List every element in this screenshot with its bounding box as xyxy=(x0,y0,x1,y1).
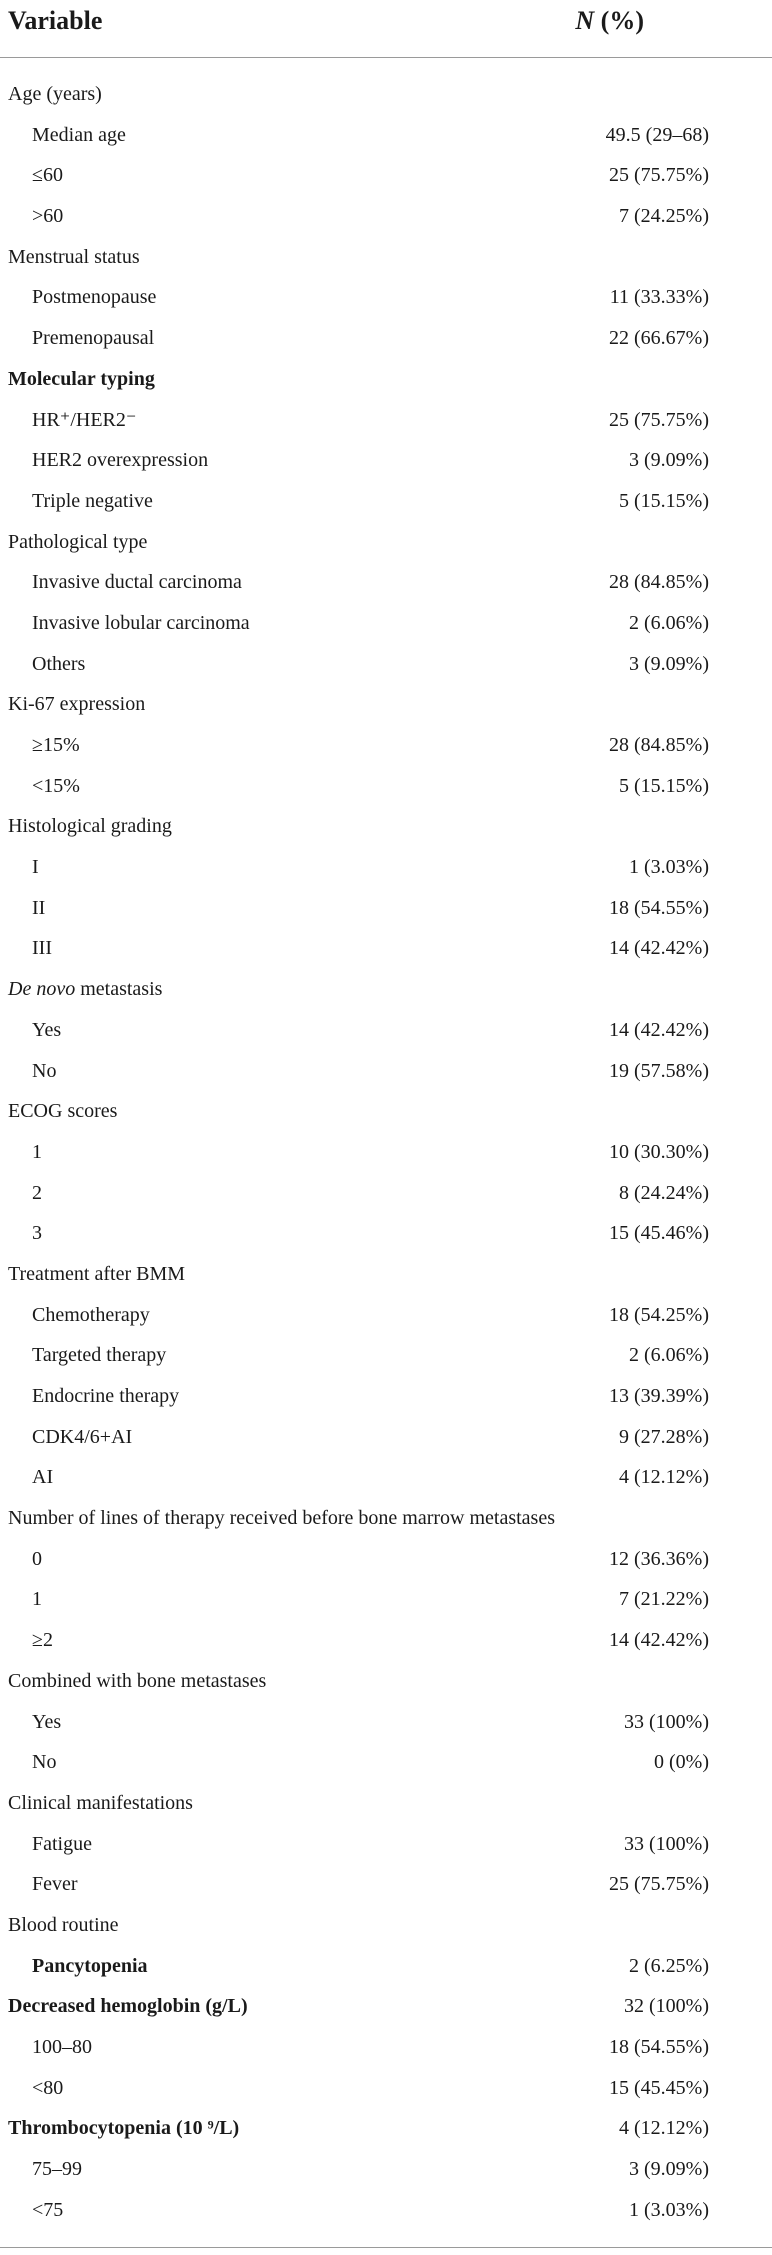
row-label: No xyxy=(32,1751,57,1774)
row-value: 19 (57.58%) xyxy=(609,1059,709,1082)
row-label: 1 xyxy=(32,1140,42,1163)
row-value: 7 (24.25%) xyxy=(619,205,709,228)
row-value: 2 (6.06%) xyxy=(629,1344,709,1367)
row-label: Median age xyxy=(32,123,126,146)
row-label: ≥15% xyxy=(32,734,80,756)
row-label: Postmenopause xyxy=(32,286,157,309)
header-percent: (%) xyxy=(594,6,644,35)
row-label: Combined with bone metastases xyxy=(8,1669,267,1692)
category-row xyxy=(0,1990,772,2031)
table-row xyxy=(0,607,772,648)
category-row xyxy=(0,1258,772,1299)
row-value: 28 (84.85%) xyxy=(609,734,709,756)
row-label: Yes xyxy=(32,1710,62,1733)
header-n-percent xyxy=(575,4,644,38)
row-value: 3 (9.09%) xyxy=(629,449,709,472)
row-label: Premenopausal xyxy=(32,327,155,350)
row-label: >60 xyxy=(32,205,64,228)
row-value: 22 (66.67%) xyxy=(609,327,709,350)
row-label: Histological grading xyxy=(8,815,172,838)
row-value: 18 (54.55%) xyxy=(609,2036,709,2058)
row-value: 49.5 (29–68) xyxy=(605,123,709,146)
row-label: Targeted therapy xyxy=(32,1344,167,1367)
row-value: 11 (33.33%) xyxy=(609,286,709,309)
table-row xyxy=(0,1624,772,1665)
row-value: 1 (3.03%) xyxy=(629,2198,709,2221)
row-label: ≥2 xyxy=(32,1629,53,1652)
table-row xyxy=(0,200,772,241)
category-row xyxy=(0,1909,772,1950)
row-value: 4 (12.12%) xyxy=(619,1466,709,1489)
category-row xyxy=(0,241,772,282)
table-row xyxy=(0,648,772,689)
row-label: <80 xyxy=(32,2076,64,2099)
row-value: 3 (9.09%) xyxy=(629,2158,709,2181)
table-header xyxy=(0,0,772,58)
row-label: Yes xyxy=(32,1018,62,1041)
table-row xyxy=(0,1055,772,1096)
table-row xyxy=(0,1014,772,1055)
row-value: 14 (42.42%) xyxy=(609,937,709,960)
row-label: Molecular typing xyxy=(8,367,155,390)
row-value: 9 (27.28%) xyxy=(619,1425,709,1448)
table-row xyxy=(0,729,772,770)
row-value: 28 (84.85%) xyxy=(609,571,709,594)
row-value: 12 (36.36%) xyxy=(609,1547,709,1570)
table-row xyxy=(0,1868,772,1909)
table-row xyxy=(0,485,772,526)
row-value: 32 (100%) xyxy=(624,1995,709,2018)
row-label: 0 xyxy=(32,1547,42,1570)
row-value: 5 (15.15%) xyxy=(619,489,709,512)
row-label: HER2 overexpression xyxy=(32,449,209,472)
row-value: 25 (75.75%) xyxy=(609,164,709,187)
row-label: Others xyxy=(32,652,86,675)
row-label: Pathological type xyxy=(8,530,148,553)
row-label: Thrombocytopenia (10 ⁹/L) xyxy=(8,2117,240,2140)
row-value: 7 (21.22%) xyxy=(619,1588,709,1611)
row-value: 33 (100%) xyxy=(624,1710,709,1733)
row-label: Triple negative xyxy=(32,489,153,512)
row-label: <75 xyxy=(32,2198,64,2221)
category-row xyxy=(0,363,772,404)
table-row xyxy=(0,1543,772,1584)
row-label: ≤60 xyxy=(32,164,63,187)
row-value: 15 (45.46%) xyxy=(609,1222,709,1245)
row-label: Ki-67 expression xyxy=(8,693,146,716)
table-body xyxy=(0,78,772,2234)
header-n: N xyxy=(575,6,595,35)
table-row xyxy=(0,1177,772,1218)
row-label: Invasive lobular carcinoma xyxy=(32,611,250,634)
row-value: 33 (100%) xyxy=(624,1832,709,1855)
row-label: 75–99 xyxy=(32,2158,82,2181)
category-row xyxy=(0,526,772,567)
row-label: 1 xyxy=(32,1588,42,1611)
category-row xyxy=(0,1787,772,1828)
table-row xyxy=(0,322,772,363)
row-label: III xyxy=(32,937,52,960)
table-row xyxy=(0,2031,772,2072)
table-row xyxy=(0,404,772,445)
row-value: 15 (45.45%) xyxy=(609,2076,709,2099)
table-row xyxy=(0,1217,772,1258)
category-row xyxy=(0,688,772,729)
table-row xyxy=(0,1461,772,1502)
row-value: 0 (0%) xyxy=(654,1751,709,1774)
category-row xyxy=(0,2112,772,2153)
row-label: Fatigue xyxy=(32,1832,92,1855)
row-label: CDK4/6+AI xyxy=(32,1425,133,1448)
row-label: Fever xyxy=(32,1873,78,1896)
row-value: 8 (24.24%) xyxy=(619,1181,709,1204)
row-value: 4 (12.12%) xyxy=(619,2117,709,2140)
table-row xyxy=(0,851,772,892)
row-label: AI xyxy=(32,1466,54,1489)
row-value: 5 (15.15%) xyxy=(619,774,709,797)
row-label: Decreased hemoglobin (g/L) xyxy=(8,1995,248,2018)
category-row xyxy=(0,973,772,1014)
table-row xyxy=(0,1380,772,1421)
table-row xyxy=(0,1583,772,1624)
row-value: 25 (75.75%) xyxy=(609,408,709,431)
category-row xyxy=(0,810,772,851)
row-label: 3 xyxy=(32,1222,42,1245)
row-label: No xyxy=(32,1059,57,1082)
row-label: Treatment after BMM xyxy=(8,1262,186,1285)
row-label: Invasive ductal carcinoma xyxy=(32,571,242,594)
table-row xyxy=(0,119,772,160)
row-label: HR⁺/HER2⁻ xyxy=(32,408,137,431)
table-row xyxy=(0,1950,772,1991)
table-row xyxy=(0,159,772,200)
row-value: 1 (3.03%) xyxy=(629,856,709,879)
row-value: 2 (6.06%) xyxy=(629,611,709,634)
bottom-rule xyxy=(0,2247,772,2248)
row-label: De novo metastasis xyxy=(8,978,163,1001)
row-label: I xyxy=(32,856,39,879)
row-label: Menstrual status xyxy=(8,245,140,268)
table-row xyxy=(0,1339,772,1380)
row-label: II xyxy=(32,896,46,919)
table-row xyxy=(0,892,772,933)
row-value: 18 (54.25%) xyxy=(609,1303,709,1326)
row-label: ECOG scores xyxy=(8,1100,118,1123)
table-row xyxy=(0,1136,772,1177)
category-row xyxy=(0,1095,772,1136)
row-value: 13 (39.39%) xyxy=(609,1385,709,1407)
table-row xyxy=(0,1706,772,1747)
row-value: 14 (42.42%) xyxy=(609,1018,709,1041)
table-row xyxy=(0,770,772,811)
table-row xyxy=(0,1828,772,1869)
row-label: Age (years) xyxy=(8,83,102,105)
row-label: 100–80 xyxy=(32,2036,92,2058)
category-row xyxy=(0,1665,772,1706)
table-row xyxy=(0,1299,772,1340)
table-row xyxy=(0,444,772,485)
row-value: 10 (30.30%) xyxy=(609,1140,709,1163)
row-value: 3 (9.09%) xyxy=(629,652,709,675)
row-value: 2 (6.25%) xyxy=(629,1954,709,1977)
row-label: Endocrine therapy xyxy=(32,1385,180,1407)
row-label: Pancytopenia xyxy=(32,1954,148,1977)
row-label: Chemotherapy xyxy=(32,1303,150,1326)
table-row xyxy=(0,2072,772,2113)
row-label: Clinical manifestations xyxy=(8,1791,193,1814)
header-variable: Variable xyxy=(8,6,103,35)
table-row xyxy=(0,1421,772,1462)
table-row xyxy=(0,281,772,322)
row-label: <15% xyxy=(32,774,80,797)
row-value: 18 (54.55%) xyxy=(609,896,709,919)
row-label: 2 xyxy=(32,1181,42,1204)
table-row xyxy=(0,2194,772,2235)
row-label: Number of lines of therapy received before bone marrow metastases xyxy=(8,1507,556,1530)
category-row xyxy=(0,78,772,119)
table-row xyxy=(0,2153,772,2194)
table-row xyxy=(0,1746,772,1787)
table-row xyxy=(0,566,772,607)
category-row xyxy=(0,1502,772,1543)
row-value: 14 (42.42%) xyxy=(609,1629,709,1652)
table-row xyxy=(0,932,772,973)
row-value: 25 (75.75%) xyxy=(609,1873,709,1896)
row-label: Blood routine xyxy=(8,1913,119,1936)
